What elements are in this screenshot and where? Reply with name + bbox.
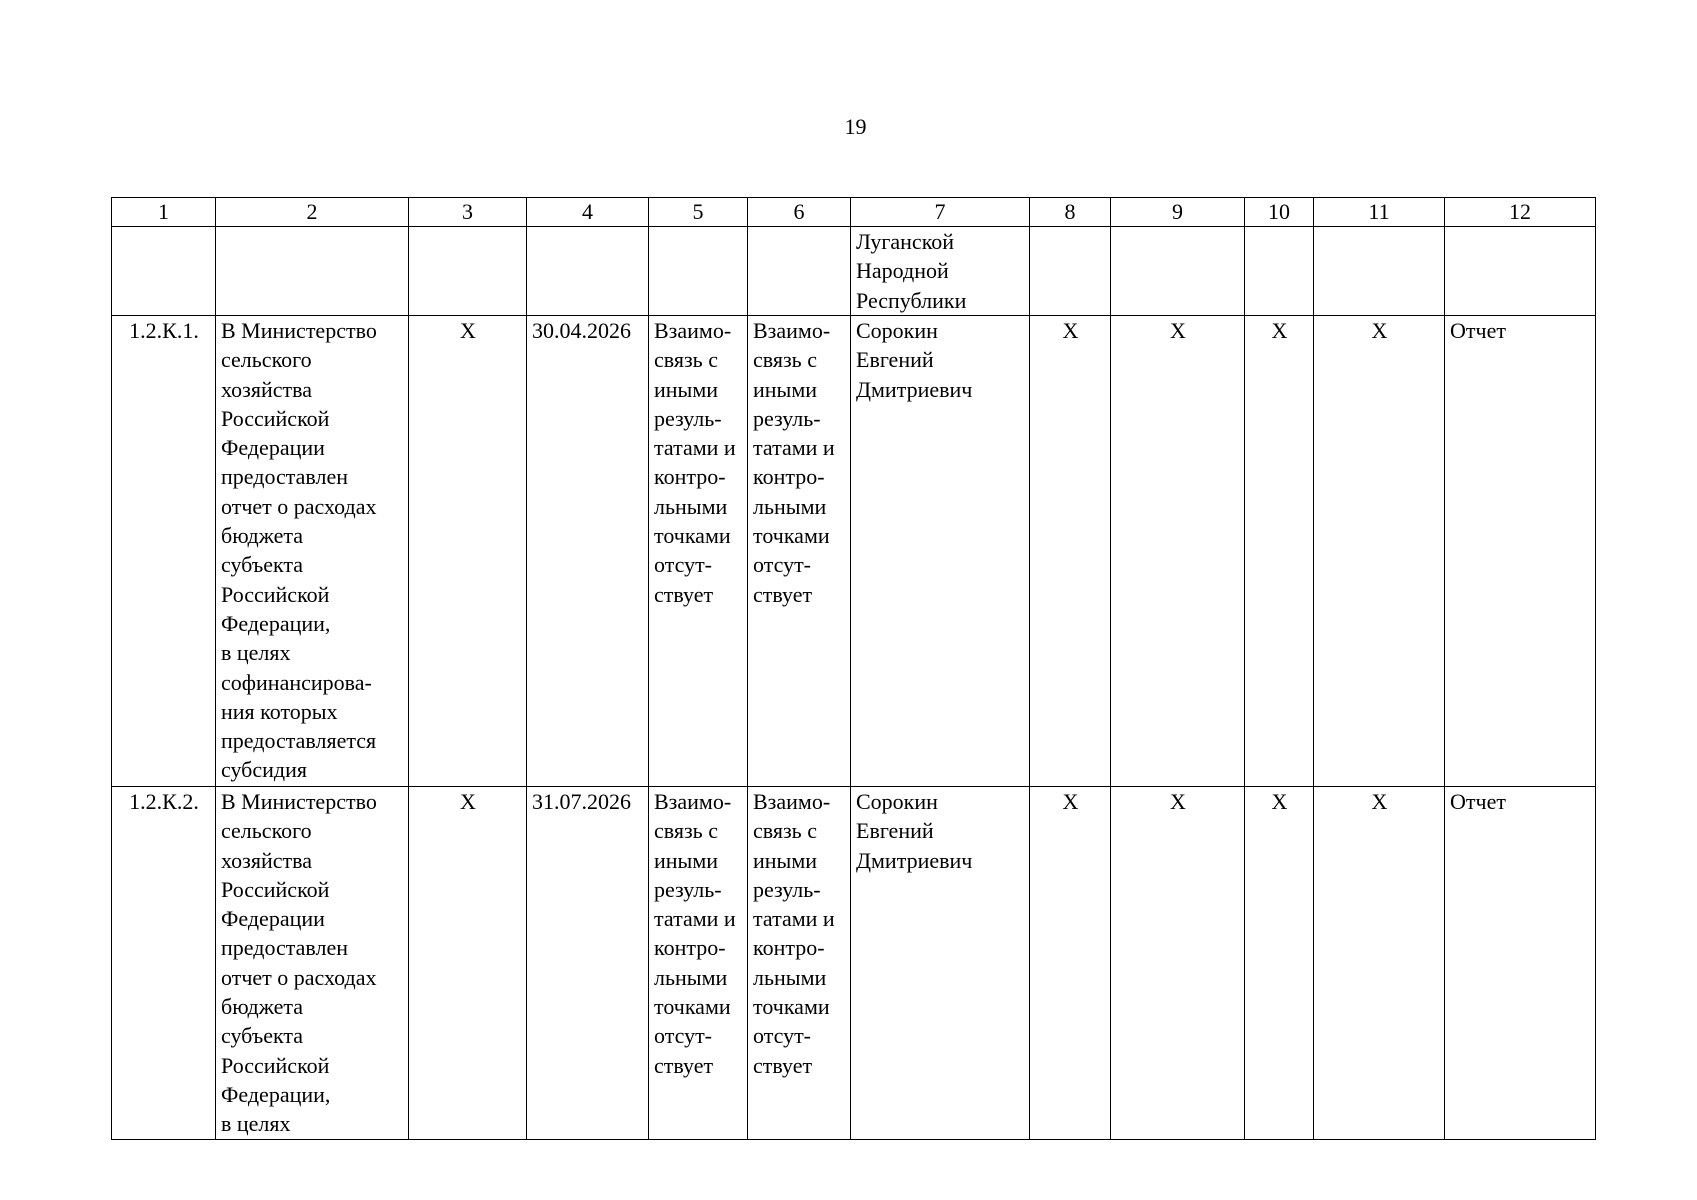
header-cell-5: 5 <box>649 198 748 227</box>
continuation-cell <box>1245 227 1314 316</box>
mark-cell: Х <box>1245 316 1314 787</box>
header-cell-8: 8 <box>1030 198 1111 227</box>
description-cell: В Министерство сельского хозяйства Российской Федерации предоставлен отчет о расходах бюджета субъекта Российской Федерации, в целях <box>216 787 409 1140</box>
relation-cell: Взаимо- связь с иными резуль- татами и контро- льными точками отсут- ствует <box>649 787 748 1140</box>
table-row <box>112 316 1596 787</box>
date-cell: 31.07.2026 <box>527 787 649 1140</box>
document-cell: Отчет <box>1445 316 1596 787</box>
mark-cell: Х <box>1111 316 1245 787</box>
mark-cell: Х <box>409 787 527 1140</box>
control-points-table <box>111 197 1596 1140</box>
continuation-cell <box>1445 227 1596 316</box>
header-cell-9: 9 <box>1111 198 1245 227</box>
header-cell-7: 7 <box>851 198 1030 227</box>
continuation-cell <box>1030 227 1111 316</box>
continuation-cell <box>649 227 748 316</box>
mark-cell: Х <box>1245 787 1314 1140</box>
continuation-cell <box>1314 227 1445 316</box>
header-row <box>112 198 1596 227</box>
mark-cell: Х <box>1030 787 1111 1140</box>
row-number-cell: 1.2.К.2. <box>112 787 216 1140</box>
relation-cell: Взаимо- связь с иными резуль- татами и контро- льными точками отсут- ствует <box>748 787 851 1140</box>
relation-cell: Взаимо- связь с иными резуль- татами и контро- льными точками отсут- ствует <box>748 316 851 787</box>
mark-cell: Х <box>409 316 527 787</box>
header-cell-10: 10 <box>1245 198 1314 227</box>
row-number-cell: 1.2.К.1. <box>112 316 216 787</box>
continuation-responsible-cell: Луганской Народной Республики <box>851 227 1030 316</box>
continuation-cell <box>112 227 216 316</box>
continuation-cell <box>1111 227 1245 316</box>
header-cell-12: 12 <box>1445 198 1596 227</box>
continuation-cell <box>409 227 527 316</box>
header-cell-11: 11 <box>1314 198 1445 227</box>
header-cell-3: 3 <box>409 198 527 227</box>
description-cell: В Министерство сельского хозяйства Российской Федерации предоставлен отчет о расходах бюджета субъекта Российской Федерации, в целях софинансирова- ния которых предоставляется субсидия <box>216 316 409 787</box>
responsible-cell: Сорокин Евгений Дмитриевич <box>851 316 1030 787</box>
header-cell-6: 6 <box>748 198 851 227</box>
page-number: 19 <box>844 114 867 139</box>
mark-cell: Х <box>1030 316 1111 787</box>
continuation-row <box>112 227 1596 316</box>
header-cell-4: 4 <box>527 198 649 227</box>
mark-cell: Х <box>1314 316 1445 787</box>
mark-cell: Х <box>1314 787 1445 1140</box>
continuation-cell <box>527 227 649 316</box>
header-cell-2: 2 <box>216 198 409 227</box>
relation-cell: Взаимо- связь с иными резуль- татами и контро- льными точками отсут- ствует <box>649 316 748 787</box>
document-cell: Отчет <box>1445 787 1596 1140</box>
continuation-cell <box>216 227 409 316</box>
mark-cell: Х <box>1111 787 1245 1140</box>
responsible-cell: Сорокин Евгений Дмитриевич <box>851 787 1030 1140</box>
date-cell: 30.04.2026 <box>527 316 649 787</box>
table-row <box>112 787 1596 1140</box>
header-cell-1: 1 <box>112 198 216 227</box>
continuation-cell <box>748 227 851 316</box>
